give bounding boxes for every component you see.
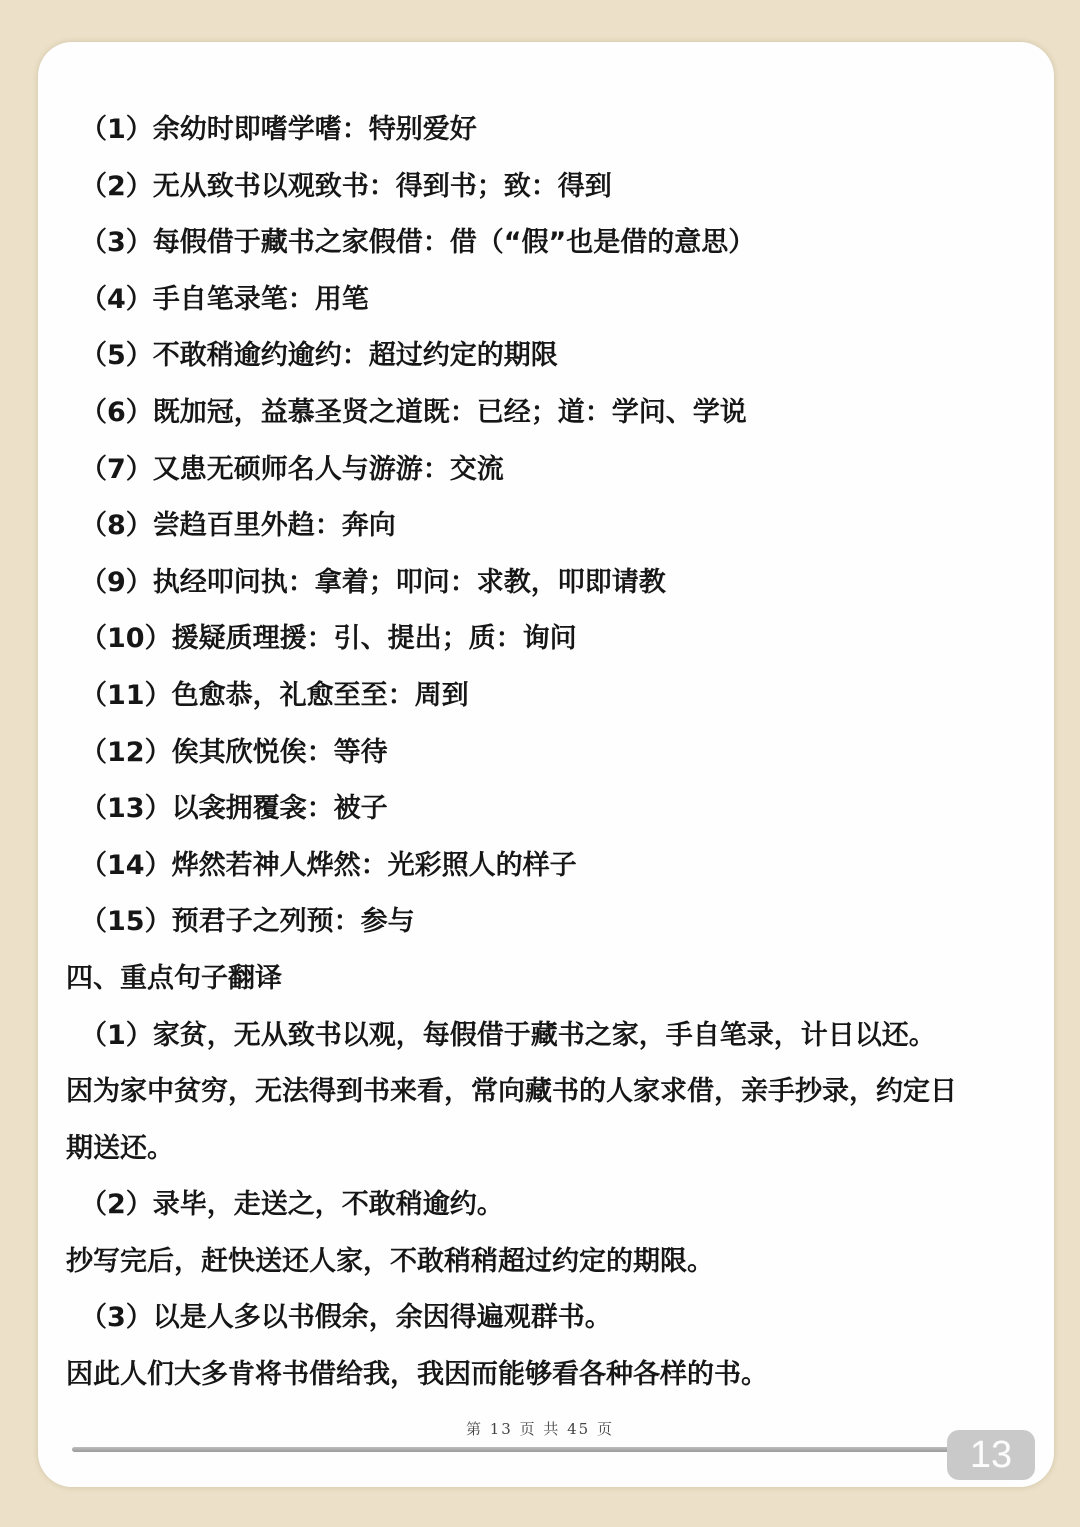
vocab-item-8: （8）尝趋百里外趋：奔向 <box>80 510 396 542</box>
translation-source-1: （1）家贫，无从致书以观，每假借于藏书之家，手自笔录，计日以还。 <box>80 1019 936 1051</box>
vocab-item-10: （10）援疑质理援：引、提出；质：询问 <box>80 623 577 655</box>
document-content <box>66 108 1026 1410</box>
section-heading: 四、重点句子翻译 <box>66 962 282 994</box>
translation-text-2: 抄写完后，赶快送还人家，不敢稍稍超过约定的期限。 <box>66 1245 714 1277</box>
translation-text-3: 因此人们大多肯将书借给我，我因而能够看各种各样的书。 <box>66 1359 768 1391</box>
translation-text-1-line-1: 因为家中贫穷，无法得到书来看，常向藏书的人家求借，亲手抄录，约定日 <box>66 1076 957 1108</box>
vocab-item-14: （14）烨然若神人烨然：光彩照人的样子 <box>80 849 577 881</box>
vocab-item-3: （3）每假借于藏书之家假借：借（“假”也是借的意思） <box>80 227 756 259</box>
vocab-item-5: （5）不敢稍逾约逾约：超过约定的期限 <box>80 340 558 372</box>
vocab-item-1: （1）余幼时即嗜学嗜：特别爱好 <box>80 114 477 145</box>
translation-source-2: （2）录毕，走送之，不敢稍逾约。 <box>80 1189 504 1221</box>
translation-source-3: （3）以是人多以书假余，余因得遍观群书。 <box>80 1302 612 1334</box>
vocab-item-2: （2）无从致书以观致书：得到书；致：得到 <box>80 170 612 202</box>
footer-divider <box>72 1447 952 1452</box>
vocab-item-6: （6）既加冠，益慕圣贤之道既：已经；道：学问、学说 <box>80 396 747 428</box>
vocab-item-13: （13）以衾拥覆衾：被子 <box>80 793 388 825</box>
vocab-item-15: （15）预君子之列预：参与 <box>80 906 415 938</box>
vocab-item-7: （7）又患无硕师名人与游游：交流 <box>80 453 504 485</box>
vocab-item-11: （11）色愈恭，礼愈至至：周到 <box>80 679 469 711</box>
translation-text-1-line-2: 期送还。 <box>66 1132 174 1164</box>
vocab-item-9: （9）执经叩问执：拿着；叩问：求教，叩即请教 <box>80 566 666 598</box>
page-footer: 第 13 页 共 45 页 <box>465 1420 614 1438</box>
vocab-item-12: （12）俟其欣悦俟：等待 <box>80 736 388 768</box>
page-number-badge: 13 <box>947 1430 1035 1480</box>
vocab-item-4: （4）手自笔录笔：用笔 <box>80 283 369 315</box>
